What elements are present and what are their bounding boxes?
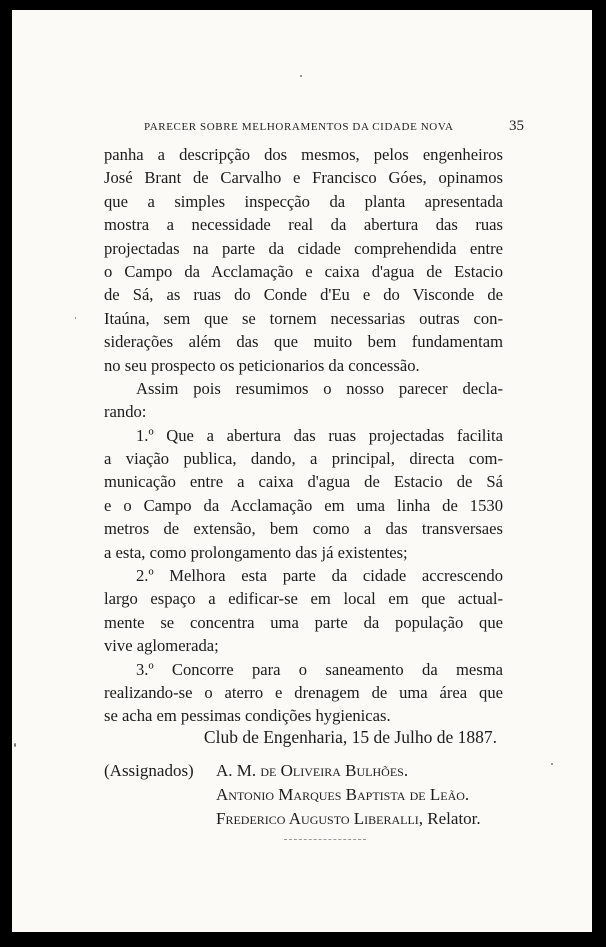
closing-line: Club de Engenharia, 15 de Julho de 1887. xyxy=(203,727,497,747)
text-line: realizando-se o aterro e drenagem de uma área que xyxy=(104,682,503,702)
page-header xyxy=(144,118,524,136)
text-line: o Campo da Acclamação e caixa d'agua de Estacio xyxy=(104,261,503,281)
page-number: 35 xyxy=(509,118,524,134)
list-item-3: 3.º Concorre para o saneamento da mesma xyxy=(136,659,503,679)
text-line: vive aglomerada; xyxy=(104,636,219,656)
text-line: a esta, como prolongamento das já existentes; xyxy=(104,542,408,562)
text-line: que a simples inspecção da planta apresentada xyxy=(104,191,503,211)
text-line: Itaúna, sem que se tornem necessarias outras con- xyxy=(104,308,503,328)
text-line: projectadas na parte da cidade comprehendida entre xyxy=(104,238,503,258)
text-line: de Sá, as ruas do Conde d'Eu e do Visconde de xyxy=(104,285,503,305)
text-line: mostra a necessidade real da abertura das ruas xyxy=(104,215,503,235)
closing-rule xyxy=(284,839,366,840)
list-item-1: 1.º Que a abertura das ruas projectadas facilita xyxy=(136,425,503,445)
paper-speck xyxy=(14,743,16,747)
signature-block xyxy=(104,759,524,839)
body-text xyxy=(104,143,503,728)
text-line: rando: xyxy=(104,402,147,422)
signer-2: Antonio Marques Baptista de Leão. xyxy=(216,785,470,804)
paper-speck xyxy=(300,75,302,77)
text-line: e o Campo da Acclamação em uma linha de 1530 xyxy=(104,495,503,515)
paper-speck xyxy=(75,317,76,319)
signer-3 xyxy=(216,809,481,829)
running-title: PARECER SOBRE MELHORAMENTOS DA CIDADE NOVA xyxy=(144,121,454,133)
text-line: siderações além das que muito bem fundamentam xyxy=(104,332,503,352)
text-line: mente se concentra uma parte da população que xyxy=(104,612,503,632)
signer-1: A. M. de Oliveira Bulhões. xyxy=(216,761,409,780)
text-line: a viação publica, dando, a principal, directa com- xyxy=(104,449,503,469)
text-line: se acha em pessimas condições hygienicas. xyxy=(104,706,391,726)
paper-speck xyxy=(551,763,553,765)
text-line: largo espaço a edificar-se em local em que actual- xyxy=(104,589,503,609)
text-line: panha a descripção dos mesmos, pelos engenheiros xyxy=(104,145,503,164)
signer-3-name: Frederico Augusto Liberalli, xyxy=(216,809,424,828)
paragraph-start: Assim pois resumimos o nosso parecer decla- xyxy=(136,378,503,398)
signer-3-role: Relator. xyxy=(427,809,481,828)
signatures-label: (Assignados) xyxy=(104,761,194,780)
text-line: metros de extensão, bem como a das transversaes xyxy=(104,519,503,539)
text-line: no seu prospecto os peticionarios da concessão. xyxy=(104,355,420,375)
book-page xyxy=(12,10,592,932)
text-line: José Brant de Carvalho e Francisco Góes, opinamos xyxy=(104,168,503,188)
text-line: municação entre a caixa d'agua de Estacio de Sá xyxy=(104,472,503,492)
list-item-2: 2.º Melhora esta parte da cidade accrescendo xyxy=(136,566,503,586)
